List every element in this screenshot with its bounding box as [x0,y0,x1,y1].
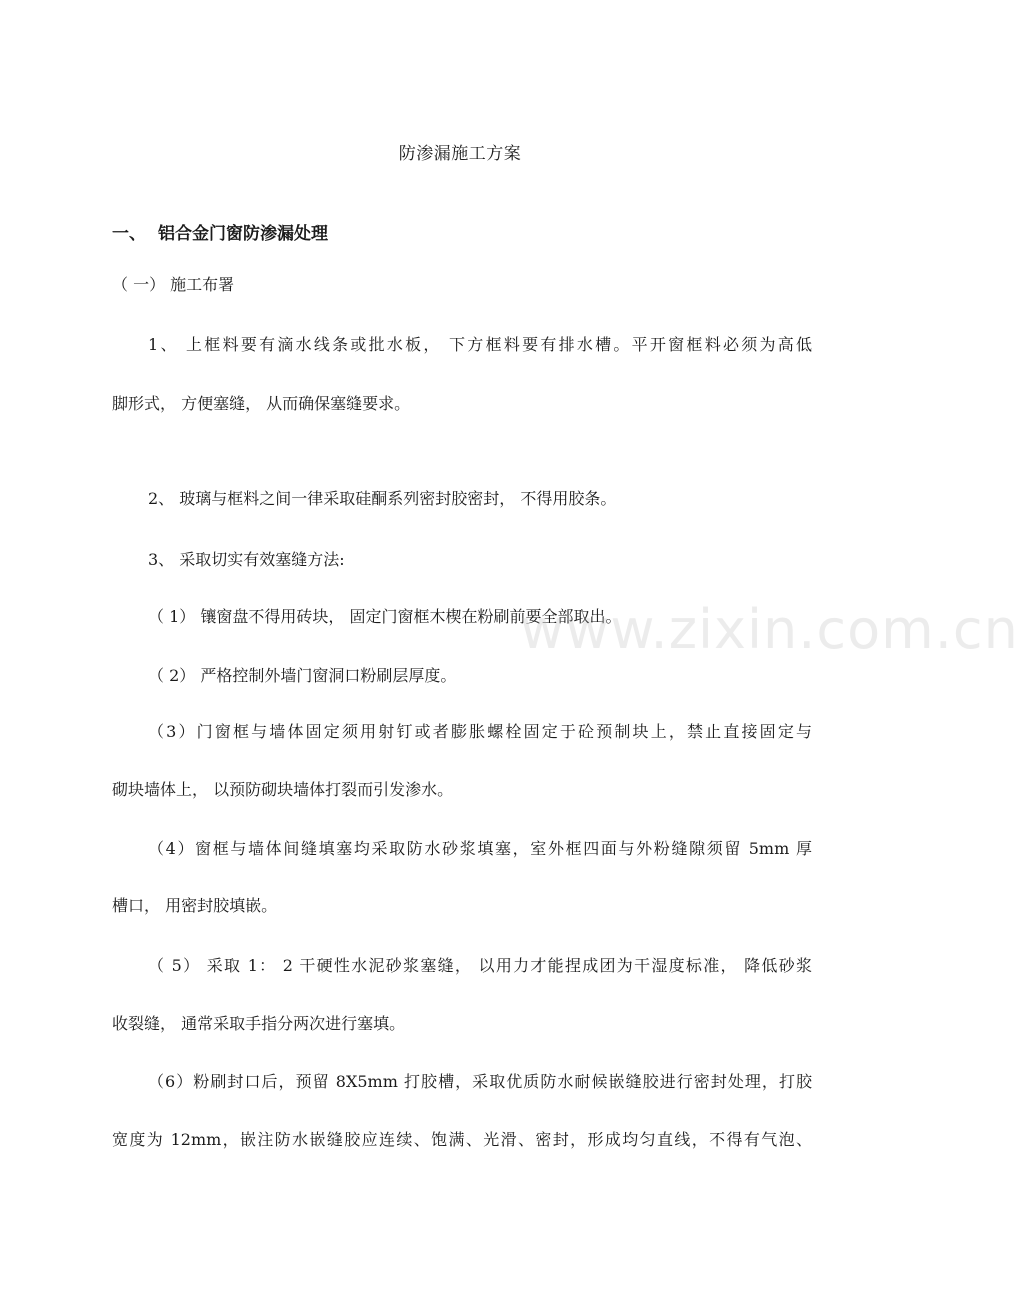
paragraph-line: （6）粉刷封口后，预留 8X5mm 打胶槽，采取优质防水耐候嵌缝胶进行密封处理，打胶 [148,1072,812,1091]
paragraph-line: （ 5） 采取 1： 2 干硬性水泥砂浆塞缝， 以用力才能捏成团为干湿度标准， 降低砂浆 [148,956,812,975]
paragraph-line: 脚形式， 方便塞缝， 从而确保塞缝要求。 [112,394,411,413]
paragraph-line: （ 1） 镶窗盘不得用砖块， 固定门窗框木楔在粉刷前要全部取出。 [148,607,622,626]
paragraph-line: 收裂缝， 通常采取手指分两次进行塞填。 [112,1014,406,1033]
paragraph-line: 3、 采取切实有效塞缝方法: [148,550,345,569]
paragraph-line: 2、 玻璃与框料之间一律采取硅酮系列密封胶密封， 不得用胶条。 [148,489,617,508]
paragraph-line: 1、 上框料要有滴水线条或批水板， 下方框料要有排水槽。平开窗框料必须为高低 [148,335,812,354]
paragraph-line: （3）门窗框与墙体固定须用射钉或者膨胀螺栓固定于砼预制块上，禁止直接固定与 [148,722,812,741]
paragraph-line: 宽度为 12mm，嵌注防水嵌缝胶应连续、饱满、光滑、密封，形成均匀直线，不得有气泡、 [112,1130,812,1149]
paragraph-line: （4）窗框与墙体间缝填塞均采取防水砂浆填塞，室外框四面与外粉缝隙须留 5mm 厚 [148,839,812,858]
subsection-heading: （ 一） 施工布署 [112,275,235,294]
section-number: 一、 [112,224,146,244]
watermark: www.zixin.com.cn [520,598,1019,661]
document-title: 防渗漏施工方案 [398,144,522,164]
section-heading [112,219,328,244]
section-title: 铝合金门窗防渗漏处理 [158,224,328,244]
paragraph-line: 砌块墙体上， 以预防砌块墙体打裂而引发渗水。 [112,780,454,799]
paragraph-line: 槽口， 用密封胶填嵌。 [112,896,278,915]
paragraph-line: （ 2） 严格控制外墙门窗洞口粉刷层厚度。 [148,666,457,685]
